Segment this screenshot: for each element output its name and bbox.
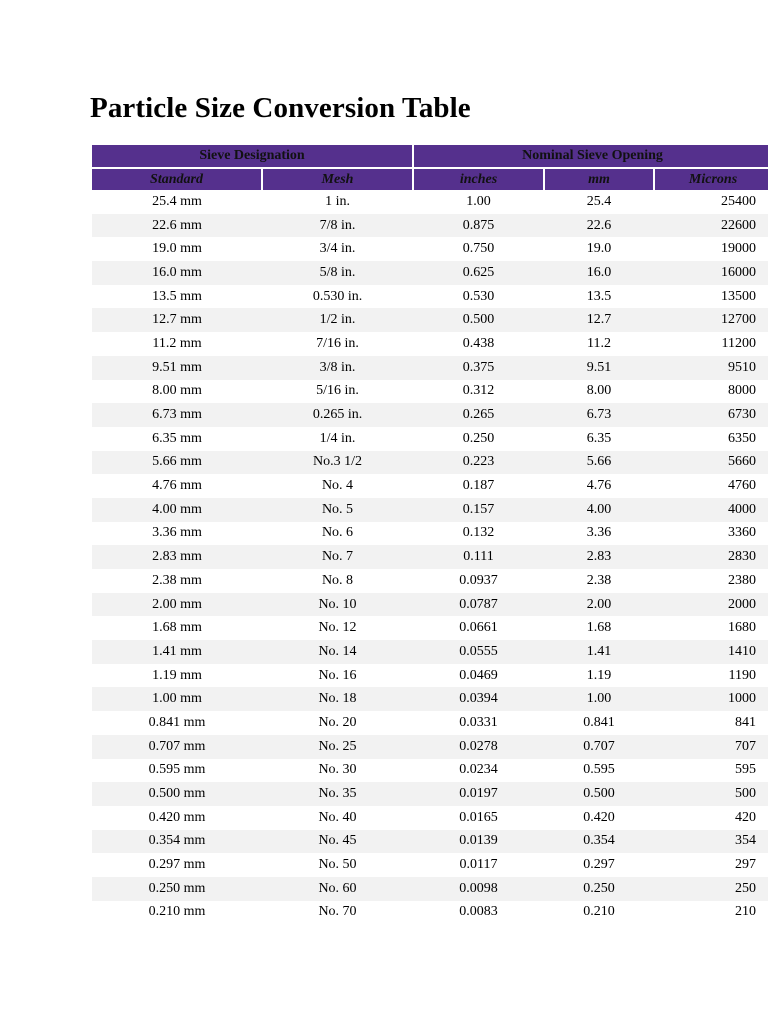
cell-mm: 0.250 xyxy=(544,877,654,901)
cell-standard: 0.210 mm xyxy=(148,904,206,920)
cell-standard: 8.00 mm xyxy=(152,383,202,399)
cell-standard: 4.00 mm xyxy=(92,498,262,522)
cell-inches: 0.157 xyxy=(413,498,544,522)
table-row xyxy=(92,332,768,356)
cell-mm: 1.00 xyxy=(544,687,654,711)
cell-mesh: No. 14 xyxy=(262,640,413,664)
cell-inches: 0.530 xyxy=(462,288,495,304)
cell-inches: 0.625 xyxy=(413,261,544,285)
cell-mesh: No. 25 xyxy=(262,735,413,759)
cell-mm: 25.4 xyxy=(586,193,612,209)
column-header-standard: Standard xyxy=(92,168,262,190)
table-row xyxy=(92,522,768,546)
cell-mm: 22.6 xyxy=(544,214,654,238)
cell-mesh: 5/16 in. xyxy=(316,383,359,399)
cell-inches: 0.312 xyxy=(462,383,495,399)
cell-inches: 1.00 xyxy=(466,193,491,209)
cell-standard: 22.6 mm xyxy=(92,214,262,238)
table-row xyxy=(92,214,768,238)
cell-microns: 250 xyxy=(654,877,768,901)
cell-microns: 16000 xyxy=(654,261,768,285)
cell-microns: 1680 xyxy=(728,620,757,636)
cell-inches: 0.0469 xyxy=(459,667,498,683)
cell-microns: 1190 xyxy=(728,667,757,683)
cell-mesh: No.3 1/2 xyxy=(262,451,413,475)
table-row xyxy=(92,901,768,925)
table-row xyxy=(92,569,768,593)
table-row xyxy=(92,474,768,498)
cell-inches: 0.265 xyxy=(413,403,544,427)
cell-standard: 0.420 mm xyxy=(148,809,206,825)
cell-mm: 0.354 xyxy=(544,830,654,854)
cell-mm: 2.83 xyxy=(544,545,654,569)
cell-mm: 12.7 xyxy=(544,308,654,332)
cell-inches: 0.0661 xyxy=(459,620,498,636)
table-row xyxy=(92,403,768,427)
cell-mm: 6.35 xyxy=(586,430,612,446)
cell-mesh: 1/2 in. xyxy=(262,308,413,332)
cell-standard: 12.7 mm xyxy=(92,308,262,332)
cell-microns: 500 xyxy=(654,782,768,806)
cell-mesh: 0.265 in. xyxy=(262,403,413,427)
cell-mesh: No. 5 xyxy=(262,498,413,522)
table-row xyxy=(92,190,768,214)
table-row xyxy=(92,261,768,285)
cell-mm: 2.38 xyxy=(586,572,612,588)
cell-mm: 2.00 xyxy=(544,593,654,617)
cell-microns: 3360 xyxy=(728,525,757,541)
cell-standard: 6.73 mm xyxy=(92,403,262,427)
column-header-row xyxy=(92,168,768,190)
cell-microns: 297 xyxy=(735,857,757,873)
cell-standard: 1.41 mm xyxy=(92,640,262,664)
cell-microns: 595 xyxy=(735,762,757,778)
cell-standard: 0.707 mm xyxy=(92,735,262,759)
cell-mm: 8.00 xyxy=(586,383,612,399)
column-header-mesh: Mesh xyxy=(262,168,413,190)
table-row xyxy=(92,308,768,332)
cell-mm: 16.0 xyxy=(544,261,654,285)
cell-standard: 5.66 mm xyxy=(92,451,262,475)
cell-standard: 9.51 mm xyxy=(92,356,262,380)
cell-microns: 5660 xyxy=(654,451,768,475)
cell-inches: 0.500 xyxy=(413,308,544,332)
cell-microns: 210 xyxy=(735,904,757,920)
cell-mm: 0.707 xyxy=(544,735,654,759)
cell-standard: 0.250 mm xyxy=(92,877,262,901)
cell-inches: 0.0165 xyxy=(459,809,498,825)
table-row xyxy=(92,877,768,901)
table-row xyxy=(92,759,768,783)
cell-mesh: No. 20 xyxy=(318,714,357,730)
group-header-sieve-designation: Sieve Designation xyxy=(92,145,413,168)
cell-mm: 4.00 xyxy=(544,498,654,522)
table-row xyxy=(92,735,768,759)
cell-standard: 1.68 mm xyxy=(152,620,202,636)
cell-mm: 0.500 xyxy=(544,782,654,806)
table-row xyxy=(92,593,768,617)
cell-inches: 0.0331 xyxy=(459,714,498,730)
cell-mm: 11.2 xyxy=(587,335,611,351)
cell-mesh: No. 10 xyxy=(262,593,413,617)
cell-mesh: 7/8 in. xyxy=(262,214,413,238)
cell-microns: 4760 xyxy=(728,478,757,494)
cell-mm: 3.36 xyxy=(586,525,612,541)
cell-microns: 8000 xyxy=(728,383,757,399)
cell-standard: 0.500 mm xyxy=(92,782,262,806)
cell-standard: 0.297 mm xyxy=(148,857,206,873)
cell-inches: 0.223 xyxy=(413,451,544,475)
cell-standard: 11.2 mm xyxy=(152,335,202,351)
cell-microns: 9510 xyxy=(654,356,768,380)
table-header xyxy=(92,145,768,190)
table-row xyxy=(92,853,768,877)
cell-microns: 2380 xyxy=(728,572,757,588)
cell-mesh: 3/8 in. xyxy=(262,356,413,380)
cell-standard: 4.76 mm xyxy=(152,478,202,494)
cell-mm: 0.841 xyxy=(583,714,615,730)
cell-mm: 6.73 xyxy=(544,403,654,427)
cell-inches: 0.0937 xyxy=(459,572,498,588)
cell-mesh: No. 8 xyxy=(321,572,354,588)
cell-inches: 0.375 xyxy=(413,356,544,380)
table-row xyxy=(92,830,768,854)
cell-mesh: 7/16 in. xyxy=(316,335,359,351)
cell-mm: 5.66 xyxy=(544,451,654,475)
table-row xyxy=(92,664,768,688)
cell-mesh: No. 4 xyxy=(321,478,354,494)
cell-standard: 25.4 mm xyxy=(152,193,202,209)
cell-microns: 354 xyxy=(654,830,768,854)
cell-inches: 0.187 xyxy=(462,478,495,494)
cell-mesh: 1 in. xyxy=(325,193,350,209)
column-header-microns: Microns xyxy=(654,168,768,190)
cell-microns: 2830 xyxy=(654,545,768,569)
cell-inches: 0.132 xyxy=(462,525,495,541)
cell-mesh: No. 30 xyxy=(318,762,357,778)
cell-inches: 0.0234 xyxy=(459,762,498,778)
table-row xyxy=(92,356,768,380)
table-row xyxy=(92,498,768,522)
cell-microns: 2000 xyxy=(654,593,768,617)
cell-standard: 6.35 mm xyxy=(152,430,202,446)
cell-mesh: No. 45 xyxy=(262,830,413,854)
table-row xyxy=(92,687,768,711)
cell-standard: 0.595 mm xyxy=(148,762,206,778)
cell-standard: 1.19 mm xyxy=(152,667,202,683)
table-row xyxy=(92,711,768,735)
cell-standard: 2.00 mm xyxy=(92,593,262,617)
cell-microns: 11200 xyxy=(721,335,757,351)
cell-mesh: 3/4 in. xyxy=(319,241,356,257)
cell-mesh: No. 18 xyxy=(262,687,413,711)
cell-inches: 0.0394 xyxy=(413,687,544,711)
cell-microns: 1410 xyxy=(654,640,768,664)
table-row xyxy=(92,640,768,664)
cell-inches: 0.0139 xyxy=(413,830,544,854)
cell-mesh: 1/4 in. xyxy=(319,430,356,446)
cell-microns: 707 xyxy=(654,735,768,759)
cell-mesh: 0.530 in. xyxy=(312,288,363,304)
cell-inches: 0.111 xyxy=(413,545,544,569)
cell-standard: 16.0 mm xyxy=(92,261,262,285)
cell-mm: 0.210 xyxy=(583,904,615,920)
cell-mesh: No. 50 xyxy=(318,857,357,873)
cell-inches: 0.0278 xyxy=(413,735,544,759)
table-row xyxy=(92,237,768,261)
cell-mm: 19.0 xyxy=(586,241,612,257)
cell-mesh: No. 70 xyxy=(318,904,357,920)
cell-inches: 0.438 xyxy=(462,335,495,351)
cell-inches: 0.0787 xyxy=(413,593,544,617)
group-header-nominal-sieve-opening: Nominal Sieve Opening xyxy=(413,145,768,168)
cell-inches: 0.0555 xyxy=(413,640,544,664)
cell-mm: 9.51 xyxy=(544,356,654,380)
cell-mesh: No. 16 xyxy=(318,667,357,683)
table-body xyxy=(92,190,768,924)
cell-inches: 0.0197 xyxy=(413,782,544,806)
table-row xyxy=(92,782,768,806)
cell-mm: 0.420 xyxy=(583,809,615,825)
cell-standard: 0.354 mm xyxy=(92,830,262,854)
cell-inches: 0.250 xyxy=(462,430,495,446)
table-row xyxy=(92,616,768,640)
cell-mesh: No. 40 xyxy=(318,809,357,825)
cell-microns: 13500 xyxy=(721,288,757,304)
cell-mesh: No. 60 xyxy=(262,877,413,901)
cell-microns: 6730 xyxy=(654,403,768,427)
cell-inches: 0.875 xyxy=(413,214,544,238)
cell-standard: 13.5 mm xyxy=(152,288,202,304)
cell-mesh: No. 35 xyxy=(262,782,413,806)
cell-inches: 0.750 xyxy=(462,241,495,257)
cell-inches: 0.0117 xyxy=(459,857,498,873)
cell-mesh: No. 7 xyxy=(262,545,413,569)
cell-microns: 12700 xyxy=(654,308,768,332)
cell-mm: 0.595 xyxy=(583,762,615,778)
page-title: Particle Size Conversion Table xyxy=(90,92,471,124)
cell-mm: 1.68 xyxy=(586,620,612,636)
cell-microns: 420 xyxy=(735,809,757,825)
cell-microns: 25400 xyxy=(721,193,757,209)
table-row xyxy=(92,427,768,451)
table-row xyxy=(92,380,768,404)
column-header-mm: mm xyxy=(544,168,654,190)
cell-mesh: No. 12 xyxy=(318,620,357,636)
cell-microns: 4000 xyxy=(654,498,768,522)
cell-inches: 0.0098 xyxy=(413,877,544,901)
cell-microns: 19000 xyxy=(721,241,757,257)
cell-mesh: No. 6 xyxy=(321,525,354,541)
cell-mm: 1.41 xyxy=(544,640,654,664)
conversion-table xyxy=(92,145,768,924)
cell-mm: 1.19 xyxy=(586,667,612,683)
conversion-table-container xyxy=(92,145,768,924)
group-header-row xyxy=(92,145,768,168)
table-row xyxy=(92,285,768,309)
cell-microns: 841 xyxy=(735,714,757,730)
cell-mm: 4.76 xyxy=(586,478,612,494)
column-header-inches: inches xyxy=(413,168,544,190)
cell-microns: 1000 xyxy=(654,687,768,711)
table-row xyxy=(92,806,768,830)
table-row xyxy=(92,451,768,475)
table-row xyxy=(92,545,768,569)
cell-standard: 1.00 mm xyxy=(92,687,262,711)
cell-standard: 2.38 mm xyxy=(152,572,202,588)
cell-microns: 6350 xyxy=(728,430,757,446)
cell-standard: 2.83 mm xyxy=(92,545,262,569)
cell-standard: 0.841 mm xyxy=(148,714,206,730)
cell-mm: 0.297 xyxy=(583,857,615,873)
cell-standard: 3.36 mm xyxy=(152,525,202,541)
cell-inches: 0.0083 xyxy=(459,904,498,920)
cell-mesh: 5/8 in. xyxy=(262,261,413,285)
cell-mm: 13.5 xyxy=(586,288,612,304)
cell-microns: 22600 xyxy=(654,214,768,238)
cell-standard: 19.0 mm xyxy=(152,241,202,257)
